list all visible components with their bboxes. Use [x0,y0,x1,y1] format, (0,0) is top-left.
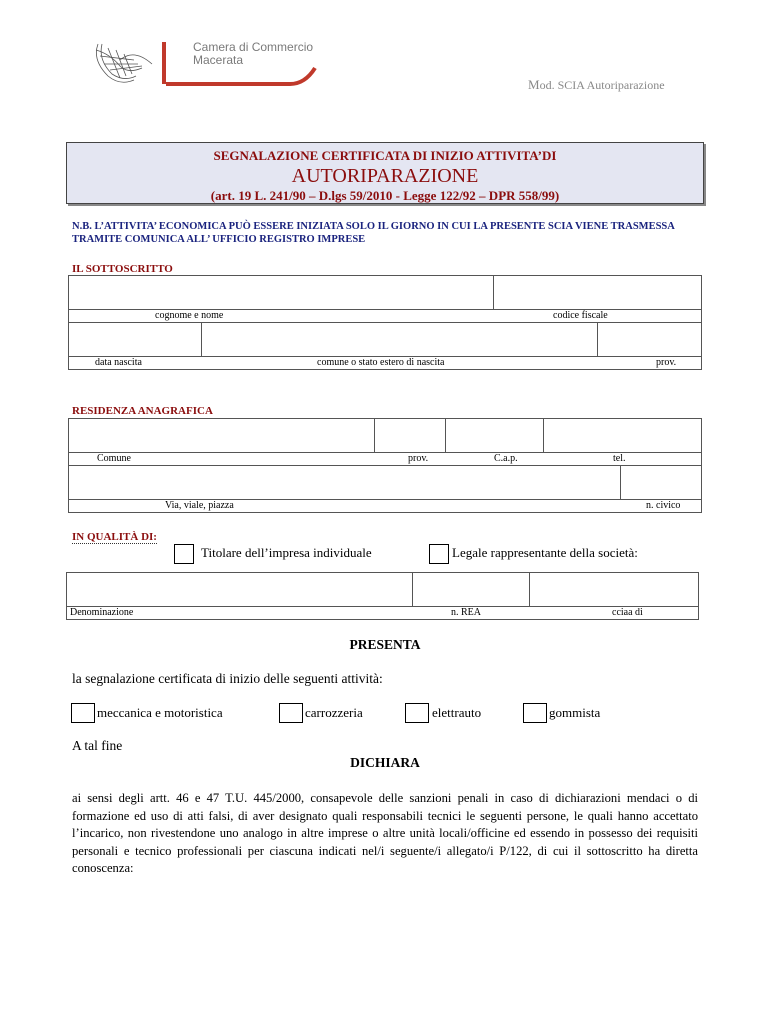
title-box [66,142,704,204]
comune-nascita-field[interactable] [201,322,598,357]
label-tel: tel. [613,453,626,464]
label-codice-fiscale: codice fiscale [553,310,608,321]
presenta-heading: PRESENTA [349,637,421,652]
gommista-checkbox[interactable] [523,703,547,723]
gommista-label: gommista [549,705,601,720]
meccanica-checkbox[interactable] [71,703,95,723]
section-residenza: RESIDENZA ANAGRAFICA [72,405,213,417]
label-comune: Comune [97,453,131,464]
title-law-references: (art. 19 L. 241/90 – D.lgs 59/2010 - Legge 122/92 – DPR 558/99) [210,188,560,203]
label-cognome-nome: cognome e nome [155,310,224,321]
carrozzeria-label: carrozzeria [305,705,363,720]
cap-field[interactable] [445,418,544,453]
meccanica-label: meccanica e motoristica [97,705,223,720]
title-main: AUTORIPARAZIONE [291,165,479,187]
label-cap: C.a.p. [494,453,518,464]
tel-field[interactable] [543,418,702,453]
section-sottoscritto: IL SOTTOSCRITTO [72,263,173,275]
segnalazione-text: la segnalazione certificata di inizio delle seguenti attività: [72,671,383,686]
label-cciaa: cciaa di [612,607,643,618]
a-tal-fine-text: A tal fine [72,738,123,753]
logo-text: Camera di Commercio Macerata [193,40,314,67]
label-data-nascita: data nascita [95,357,142,368]
elettrauto-label: elettrauto [432,705,482,720]
titolare-checkbox[interactable] [174,544,194,564]
label-row-5 [66,606,699,620]
prov-residenza-field[interactable] [374,418,446,453]
label-denominazione: Denominazione [70,607,134,618]
dichiara-heading: DICHIARA [350,755,420,770]
legale-checkbox[interactable] [429,544,449,564]
dichiarazione-paragraph: ai sensi degli artt. 46 e 47 T.U. 445/2000, consapevole delle sanzioni penali in caso di dichiarazioni mendaci o di formazione ed uso di atti falsi, di aver designato quali responsabili tecnici le seguenti persone, le quali hanno accettato l’incarico, non rivestendone uno analogo in altre imprese o altre unità locali/officine ed essendo in possesso dei requisiti personali e tecnico professionali per ciascuna indicati nel/i seguente/i allegato/i P/122, di cui il sottoscritto ha diretta conoscenza: [72,791,698,876]
elettrauto-checkbox[interactable] [405,703,429,723]
label-via: Via, viale, piazza [165,500,234,511]
label-prov-nascita: prov. [656,357,677,368]
rea-field[interactable] [412,572,530,607]
comune-residenza-field[interactable] [68,418,375,453]
label-civico: n. civico [646,500,681,511]
prov-nascita-field[interactable] [597,322,702,357]
via-field[interactable] [68,465,621,500]
label-prov: prov. [408,453,429,464]
titolare-label: Titolare dell’impresa individuale [201,545,372,560]
module-name: Mod. SCIA Autoriparazione [528,77,665,92]
nb-notice: N.B. L’ATTIVITA’ ECONOMICA PUÒ ESSERE INIZIATA SOLO IL GIORNO IN CUI LA PRESENTE SCIA VIENE TRASMESSA TRAMITE COMUNICA ALL’ UFFICIO REGISTRO IMPRESE [72,221,675,245]
section-qualita: IN QUALITÀ DI: [72,531,157,543]
denominazione-field[interactable] [66,572,413,607]
label-row-4 [68,499,702,513]
civico-field[interactable] [620,465,702,500]
title-line1: SEGNALAZIONE CERTIFICATA DI INIZIO ATTIVITA’DI [213,148,557,163]
cciaa-field[interactable] [529,572,699,607]
label-row-3 [68,452,702,466]
carrozzeria-checkbox[interactable] [279,703,303,723]
label-comune-nascita: comune o stato estero di nascita [317,357,445,368]
legale-label: Legale rappresentante della società: [452,545,638,560]
cognome-nome-field[interactable] [68,275,494,310]
label-rea: n. REA [451,607,481,618]
codice-fiscale-field[interactable] [493,275,702,310]
data-nascita-field[interactable] [68,322,202,357]
